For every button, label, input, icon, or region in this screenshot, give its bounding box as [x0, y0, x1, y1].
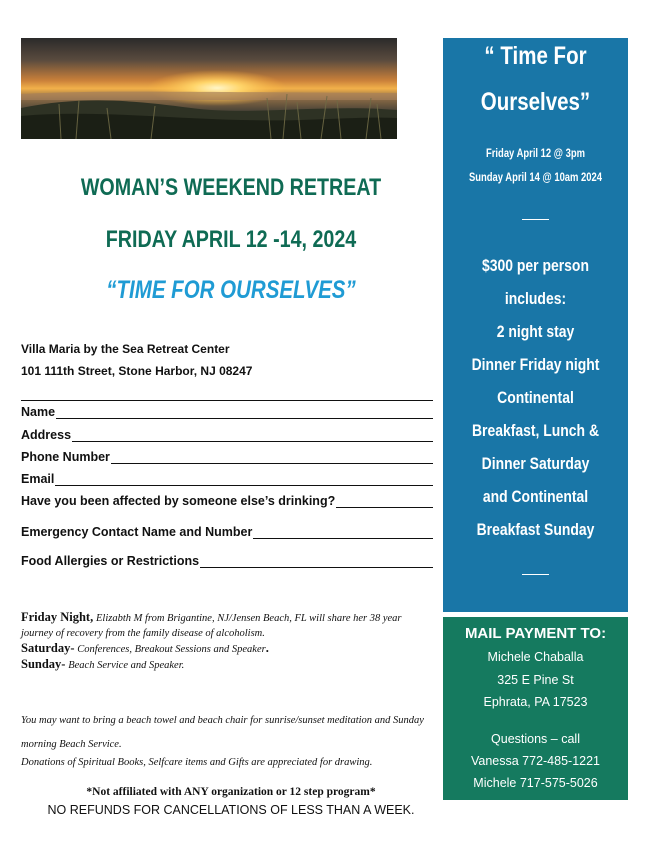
phone-field[interactable]: [21, 450, 433, 466]
venue-address: 101 111th Street, Stone Harbor, NJ 08247: [21, 364, 253, 378]
sidebar-item: and Continental: [482, 487, 589, 506]
sidebar-sunday-time: Sunday April 14 @ 10am 2024: [468, 172, 603, 184]
sidebar-item: Breakfast Sunday: [476, 520, 595, 539]
sidebar-title-line2: Ourselves”: [480, 88, 591, 116]
donations-note: Donations of Spiritual Books, Selfcare items and Gifts are appreciated for drawing.: [21, 757, 373, 768]
sunday-text: Beach Service and Speaker.: [68, 660, 185, 671]
bring-note: You may want to bring a beach towel and beach chair for sunrise/sunset meditation and Sunday morning Beach Service.: [21, 715, 424, 750]
address-field[interactable]: [21, 428, 433, 444]
sunday-label: Sunday-: [21, 657, 66, 671]
questions-label: Questions – call: [491, 732, 580, 746]
friday-text: Elizabth M from Brigantine, NJ/Jensen Beach, FL will share her 38 year journey of recovery from the family disease of alcoholism.: [21, 613, 402, 639]
payment-city: Ephrata, PA 17523: [483, 695, 588, 709]
program-schedule: [21, 610, 436, 673]
saturday-text: Conferences, Breakout Sessions and Speaker: [77, 644, 266, 655]
sidebar-item: Dinner Saturday: [481, 454, 590, 473]
event-theme: “TIME FOR OURSELVES”: [106, 276, 356, 304]
saturday-label: Saturday-: [21, 641, 75, 655]
contact-vanessa: Vanessa 772-485-1221: [470, 754, 601, 768]
sidebar-item: Dinner Friday night: [471, 355, 600, 374]
event-title: WOMAN’S WEEKEND RETREAT: [80, 174, 382, 201]
event-dates: FRIDAY APRIL 12 -14, 2024: [105, 226, 357, 253]
sidebar-includes: includes:: [504, 289, 567, 308]
hero-photo: [21, 38, 397, 139]
friday-label: Friday Night,: [21, 610, 94, 624]
divider-line: [21, 400, 433, 401]
payment-box: [443, 617, 628, 800]
payment-heading: MAIL PAYMENT TO:: [464, 625, 607, 642]
payment-name: Michele Chaballa: [487, 650, 584, 664]
sidebar-item: Continental: [497, 388, 574, 407]
email-field[interactable]: [21, 472, 433, 488]
emergency-contact-field[interactable]: [21, 525, 433, 541]
sidebar-title-line1: “ Time For: [484, 42, 587, 70]
name-field[interactable]: [21, 405, 433, 421]
affected-field[interactable]: [21, 494, 433, 510]
sidebar-item: 2 night stay: [496, 322, 575, 341]
sidebar-panel: [443, 38, 628, 612]
affected-label: Have you been affected by someone else’s drinking?: [21, 494, 336, 508]
venue-name: Villa Maria by the Sea Retreat Center: [21, 342, 230, 356]
allergies-label: Food Allergies or Restrictions: [21, 554, 200, 568]
food-allergies-field[interactable]: [21, 554, 433, 570]
no-refunds-note: NO REFUNDS FOR CANCELLATIONS OF LESS THAN A WEEK.: [47, 803, 415, 817]
sidebar-price: $300 per person: [482, 256, 589, 275]
contact-michele: Michele 717-575-5026: [473, 776, 598, 790]
not-affiliated-note: *Not affiliated with ANY organization or 12 step program*: [86, 786, 376, 798]
sunset-beach-image: [21, 38, 397, 139]
sidebar-divider: [522, 574, 549, 575]
phone-label: Phone Number: [21, 450, 110, 464]
sidebar-item: Breakfast, Lunch &: [471, 421, 600, 440]
name-label: Name: [21, 405, 56, 419]
saturday-end: .: [265, 641, 269, 655]
payment-street: 325 E Pine St: [497, 673, 574, 687]
email-label: Email: [21, 472, 55, 486]
sidebar-divider: [522, 219, 549, 220]
sidebar-friday-time: Friday April 12 @ 3pm: [486, 148, 585, 160]
emergency-label: Emergency Contact Name and Number: [21, 525, 253, 539]
address-label: Address: [21, 428, 72, 442]
